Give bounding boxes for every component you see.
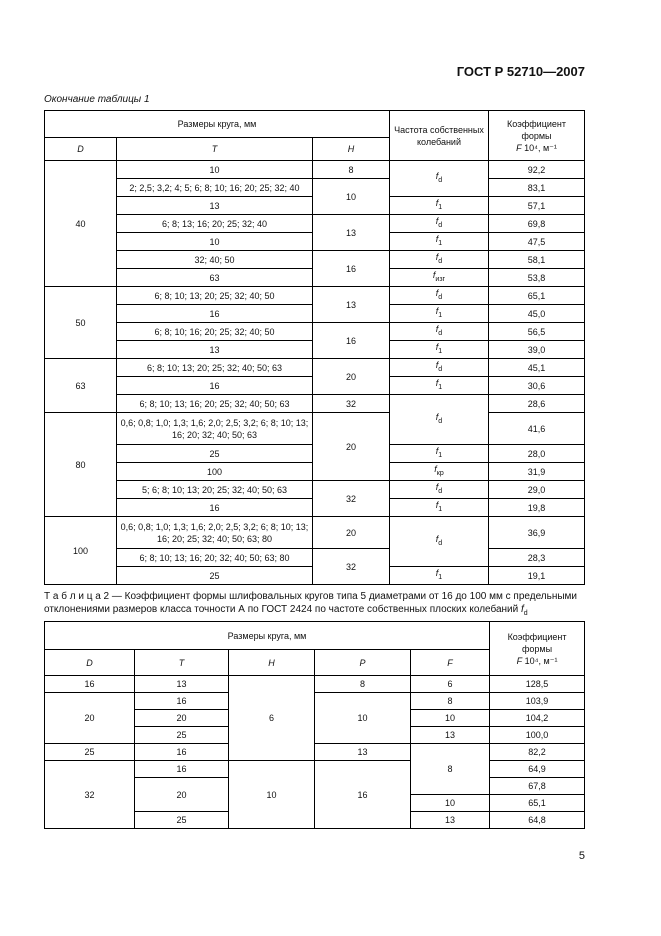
table-row <box>45 251 585 269</box>
table-cell: 13 <box>315 744 411 761</box>
table-cell: 64,9 <box>490 761 585 778</box>
table-cell: 20 <box>313 517 390 549</box>
table-cell: 53,8 <box>489 269 585 287</box>
page-number: 5 <box>578 850 585 862</box>
table-cell: 6; 8; 10; 13; 16; 20; 32; 40; 50; 63; 80 <box>117 549 313 567</box>
table-cell: 32 <box>313 549 390 585</box>
table-cell: 100 <box>45 517 117 585</box>
table-cell: 67,8 <box>490 778 585 795</box>
table-cell: 30,6 <box>489 377 585 395</box>
table-cell: 92,2 <box>489 161 585 179</box>
table-row <box>45 287 585 305</box>
table-cell: 32 <box>313 481 390 517</box>
table-cell: $f_d$ <box>390 395 489 445</box>
table-cell: 0,6; 0,8; 1,0; 1,3; 1,6; 2,0; 2,5; 3,2; 6; 8; 10; 13; 16; 20; 32; 40; 50; 63 <box>117 413 313 445</box>
table-cell: 0,6; 0,8; 1,0; 1,3; 1,6; 2,0; 2,5; 3,2; 6; 8; 10; 13; 16; 20; 25; 32; 40; 50; 63; 80 <box>117 517 313 549</box>
table-cell: 45,1 <box>489 359 585 377</box>
t2-head-p: P <box>315 650 411 676</box>
table-cell: 13 <box>313 287 390 323</box>
table-cell: 10 <box>315 693 411 744</box>
table-cell: 10 <box>411 710 490 727</box>
table1-caption: Окончание таблицы 1 <box>44 94 150 105</box>
table-cell: 16 <box>135 744 229 761</box>
table-cell: 19,8 <box>489 499 585 517</box>
table-cell: 10 <box>229 761 315 829</box>
table-row <box>45 481 585 499</box>
t2-head-t: T <box>135 650 229 676</box>
table-cell: 2; 2,5; 3,2; 4; 5; 6; 8; 10; 16; 20; 25; 32; 40 <box>117 179 313 197</box>
table-cell: 25 <box>135 727 229 744</box>
table-row <box>45 761 585 778</box>
table-cell: $f_d$ <box>390 215 489 233</box>
table-cell: 6; 8; 10; 16; 20; 25; 32; 40; 50 <box>117 323 313 341</box>
table-cell: 20 <box>135 710 229 727</box>
table-row <box>45 323 585 341</box>
table-cell: 69,8 <box>489 215 585 233</box>
t2-head-f: F <box>411 650 490 676</box>
table-row <box>45 517 585 549</box>
table-cell: $f_1$ <box>390 341 489 359</box>
table-cell: 28,6 <box>489 395 585 413</box>
t1-head-sizes: Размеры круга, мм <box>45 111 390 138</box>
table-row <box>45 413 585 445</box>
t1-head-d: D <box>45 138 117 161</box>
table-cell: 8 <box>411 693 490 710</box>
table-cell: 56,5 <box>489 323 585 341</box>
table-cell: $f_1$ <box>390 233 489 251</box>
table-cell: $f_1$ <box>390 197 489 215</box>
table-cell: 103,9 <box>490 693 585 710</box>
table-cell: 104,2 <box>490 710 585 727</box>
table-cell: $f_d$ <box>390 481 489 499</box>
table-cell: $f_d$ <box>390 287 489 305</box>
table-row <box>45 693 585 710</box>
table-cell: 16 <box>135 693 229 710</box>
t1-head-freq: Частота собственных колебаний <box>390 111 489 161</box>
table-cell: 8 <box>313 161 390 179</box>
t2-head-coef: Коэффициент формы F 10⁴, м⁻¹ <box>490 622 585 676</box>
table-cell: 16 <box>313 323 390 359</box>
table-cell: 58,1 <box>489 251 585 269</box>
table-cell: 6 <box>229 676 315 761</box>
table-cell: $f_{кр}$ <box>390 463 489 481</box>
table-cell: 6 <box>411 676 490 693</box>
table-cell: 29,0 <box>489 481 585 499</box>
table-cell: 16 <box>117 499 313 517</box>
table1 <box>44 110 585 585</box>
table-cell: 25 <box>135 812 229 829</box>
table-cell: 36,9 <box>489 517 585 549</box>
table-cell: 100 <box>117 463 313 481</box>
table-cell: 20 <box>135 778 229 812</box>
table-cell: 8 <box>411 744 490 795</box>
table-cell: 65,1 <box>490 795 585 812</box>
table-cell: 6; 8; 10; 13; 20; 25; 32; 40; 50; 63 <box>117 359 313 377</box>
table-cell: 6; 8; 10; 13; 20; 25; 32; 40; 50 <box>117 287 313 305</box>
table-cell: 41,6 <box>489 413 585 445</box>
document-header: ГОСТ Р 52710—2007 <box>456 64 585 79</box>
table-cell: 13 <box>135 676 229 693</box>
table-cell: 8 <box>315 676 411 693</box>
table-row <box>45 161 585 179</box>
table-cell: $f_d$ <box>390 161 489 197</box>
table-cell: $f_1$ <box>390 567 489 585</box>
table-cell: 16 <box>117 377 313 395</box>
table-cell: $f_1$ <box>390 377 489 395</box>
table-cell: 32 <box>313 395 390 413</box>
table-cell: 64,8 <box>490 812 585 829</box>
table-cell: 10 <box>313 179 390 215</box>
table-cell: 6; 8; 10; 13; 16; 20; 25; 32; 40; 50; 63 <box>117 395 313 413</box>
table-row <box>45 179 585 197</box>
table-cell: 63 <box>117 269 313 287</box>
table-cell: $f_d$ <box>390 251 489 269</box>
table-cell: 13 <box>411 812 490 829</box>
table-cell: 40 <box>45 161 117 287</box>
table-cell: 39,0 <box>489 341 585 359</box>
table-cell: 10 <box>117 233 313 251</box>
table-cell: 32 <box>45 761 135 829</box>
table-cell: 32; 40; 50 <box>117 251 313 269</box>
table-cell: 20 <box>313 359 390 395</box>
table-row <box>45 359 585 377</box>
table-cell: 19,1 <box>489 567 585 585</box>
table-cell: 25 <box>117 445 313 463</box>
table-cell: 6; 8; 13; 16; 20; 25; 32; 40 <box>117 215 313 233</box>
t1-head-h: H <box>313 138 390 161</box>
table-cell: 16 <box>315 761 411 829</box>
table-cell: $f_1$ <box>390 499 489 517</box>
table-cell: 10 <box>117 161 313 179</box>
t1-head-t: T <box>117 138 313 161</box>
table-cell: 5; 6; 8; 10; 13; 20; 25; 32; 40; 50; 63 <box>117 481 313 499</box>
table-cell: $f_{изг}$ <box>390 269 489 287</box>
t2-head-d: D <box>45 650 135 676</box>
table-cell: 50 <box>45 287 117 359</box>
table-cell: 25 <box>45 744 135 761</box>
table-cell: 31,9 <box>489 463 585 481</box>
table-cell: 28,3 <box>489 549 585 567</box>
table-row <box>45 676 585 693</box>
table-cell: 13 <box>117 341 313 359</box>
table-cell: 25 <box>117 567 313 585</box>
table-cell: 10 <box>411 795 490 812</box>
table-cell: $f_d$ <box>390 323 489 341</box>
table-cell: 128,5 <box>490 676 585 693</box>
table-cell: 80 <box>45 413 117 517</box>
table-cell: 82,2 <box>490 744 585 761</box>
table-cell: 100,0 <box>490 727 585 744</box>
table-row <box>45 215 585 233</box>
table-cell: $f_1$ <box>390 305 489 323</box>
table-row <box>45 549 585 567</box>
table-cell: 16 <box>117 305 313 323</box>
table-cell: 16 <box>313 251 390 287</box>
table-row <box>45 395 585 413</box>
t1-head-coef: Коэффициент формы F 10⁴, м⁻¹ <box>489 111 585 161</box>
table-cell: 13 <box>117 197 313 215</box>
table-cell: 16 <box>45 676 135 693</box>
t2-head-sizes: Размеры круга, мм <box>45 622 490 650</box>
table-cell: 28,0 <box>489 445 585 463</box>
table-row <box>45 744 585 761</box>
table-cell: $f_d$ <box>390 517 489 567</box>
table-cell: 13 <box>313 215 390 251</box>
table-cell: 20 <box>45 693 135 744</box>
table-cell: 13 <box>411 727 490 744</box>
table-cell: 45,0 <box>489 305 585 323</box>
table2-caption: Т а б л и ц а 2 — Коэффициент формы шлифовальных кругов типа 5 диаметрами от 16 до 100 мм с предельными отклонениями размеров класса точности А по ГОСТ 2424 по частоте собственных плоских колебаний $f_d$ <box>44 591 578 617</box>
table2 <box>44 621 585 829</box>
t2-head-h: H <box>229 650 315 676</box>
table-cell: 20 <box>313 413 390 481</box>
table-cell: 57,1 <box>489 197 585 215</box>
table-cell: 47,5 <box>489 233 585 251</box>
table-cell: 63 <box>45 359 117 413</box>
table-cell: $f_1$ <box>390 445 489 463</box>
table-cell: 83,1 <box>489 179 585 197</box>
table-cell: 65,1 <box>489 287 585 305</box>
table-cell: $f_d$ <box>390 359 489 377</box>
table-cell: 16 <box>135 761 229 778</box>
